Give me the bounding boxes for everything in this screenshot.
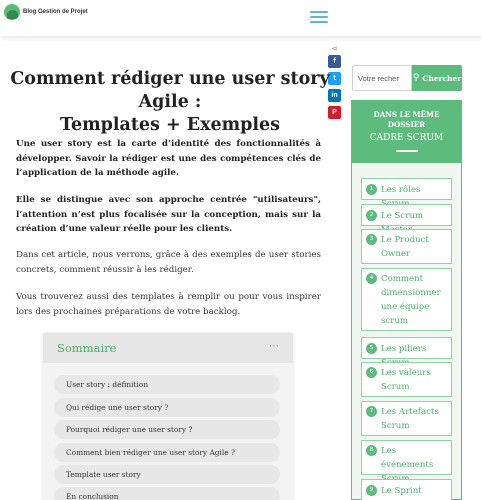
search-button-label: Chercher [422, 73, 462, 83]
label-line: une équipe [381, 302, 430, 312]
dossier-item-label [381, 484, 448, 498]
toc-title: Sommaire [57, 341, 117, 355]
linkedin-icon[interactable]: in [328, 89, 341, 102]
label-line: Scrum [381, 421, 410, 431]
label-line: Les Artefacts [381, 407, 439, 417]
intro-paragraph-2: Elle se distingue avec son approche centrée "utilisateurs", l’attention n’est plus focalisée sur la conception, mais sur la création d’une valeur réelle pour les clients. [16, 195, 321, 234]
dossier-header [352, 101, 461, 163]
table-of-contents [43, 333, 293, 500]
toc-item[interactable]: En conclusion [54, 487, 280, 500]
search-input[interactable] [352, 65, 412, 91]
toc-item[interactable]: Template user story [54, 465, 280, 484]
toc-item[interactable]: Comment bien rédiger une user story Agile ? [54, 443, 280, 462]
item-number-badge: 3 [366, 234, 377, 245]
title-line-2: Templates + Exemples [59, 115, 281, 135]
dossier-item[interactable] [361, 401, 452, 436]
label-line: Les valeurs [381, 368, 431, 378]
item-number-badge: 9 [366, 485, 377, 496]
label-line: Scrum [381, 382, 410, 392]
label-line: Le Scrum [381, 211, 424, 221]
dossier-item[interactable] [361, 229, 452, 264]
dossier-item-label [381, 272, 448, 328]
toc-toggle-icon[interactable]: ⋯ [269, 341, 279, 352]
dossier-subtitle-line-1: DANS LE MÊME [373, 110, 440, 119]
page-title [10, 68, 330, 137]
dossier-item[interactable] [361, 337, 452, 359]
item-number-badge: 5 [366, 343, 377, 354]
toc-item[interactable]: User story : définition [54, 375, 280, 394]
body-paragraph: Dans cet article, nous verrons, grâce à des exemples de user stories concrets, comment réussir à les rédiger. [16, 250, 321, 275]
toc-item[interactable]: Pourquoi rédiger une user story ? [54, 420, 280, 439]
item-number-badge: 6 [366, 367, 377, 378]
dossier-item[interactable] [361, 204, 452, 226]
toc-header [43, 333, 293, 363]
facebook-icon[interactable]: f [328, 55, 341, 68]
site-logo[interactable] [4, 4, 88, 20]
dossier-item[interactable] [361, 362, 452, 397]
dossier-item-label [381, 405, 448, 433]
pinterest-icon[interactable]: P [328, 106, 341, 119]
intro-paragraph: Une user story est la carte d’identité des fonctionnalités à développer. Savoir la rédiger est une des compétences clés de l’application de la méthode agile. [16, 139, 321, 178]
label-line: Les événements [381, 446, 434, 470]
body-paragraph-2: Vous trouverez aussi des templates à remplir ou pour vous inspirer lors des prochaines préparations de votre backlog. [16, 292, 321, 317]
label-line: Comment [381, 274, 424, 284]
item-number-badge: 8 [366, 445, 377, 456]
toc-item[interactable]: Qui rédige une user story ? [54, 398, 280, 417]
site-header [0, 0, 482, 36]
label-line: Owner [381, 249, 411, 259]
dossier-item-label [381, 366, 448, 394]
dossier-item[interactable] [361, 440, 452, 475]
item-number-badge: 2 [366, 210, 377, 221]
label-line: scrum [381, 316, 409, 326]
dossier-subtitle [352, 101, 461, 130]
dossier-title: CADRE SCRUM [369, 133, 444, 143]
search-icon: ⚲ [412, 73, 420, 83]
item-number-badge: 4 [366, 273, 377, 284]
logo-icon [4, 4, 20, 20]
search-button[interactable] [412, 65, 462, 91]
label-line: Les piliers [381, 344, 427, 354]
dossier-item[interactable] [361, 178, 452, 200]
dossier-item[interactable] [361, 268, 452, 331]
label-line: Le Sprint [381, 486, 422, 496]
dossier-item[interactable] [361, 479, 452, 500]
site-name: Blog Gestion de Projet [23, 9, 88, 15]
dossier-widget [351, 100, 462, 500]
label-line: Le Product [381, 235, 429, 245]
divider [396, 150, 418, 152]
label-line: Les rôles [381, 185, 421, 195]
hamburger-icon[interactable] [310, 11, 328, 25]
title-line-1: Comment rédiger une user story Agile : [10, 69, 330, 112]
dossier-item-label [381, 233, 448, 261]
share-icon: ⋖ [331, 44, 338, 53]
label-line: dimensionner [381, 288, 441, 298]
item-number-badge: 7 [366, 406, 377, 417]
twitter-icon[interactable]: t [328, 72, 341, 85]
item-number-badge: 1 [366, 184, 377, 195]
dossier-subtitle-line-2: DOSSIER [387, 120, 426, 129]
dossier-list [352, 163, 461, 499]
